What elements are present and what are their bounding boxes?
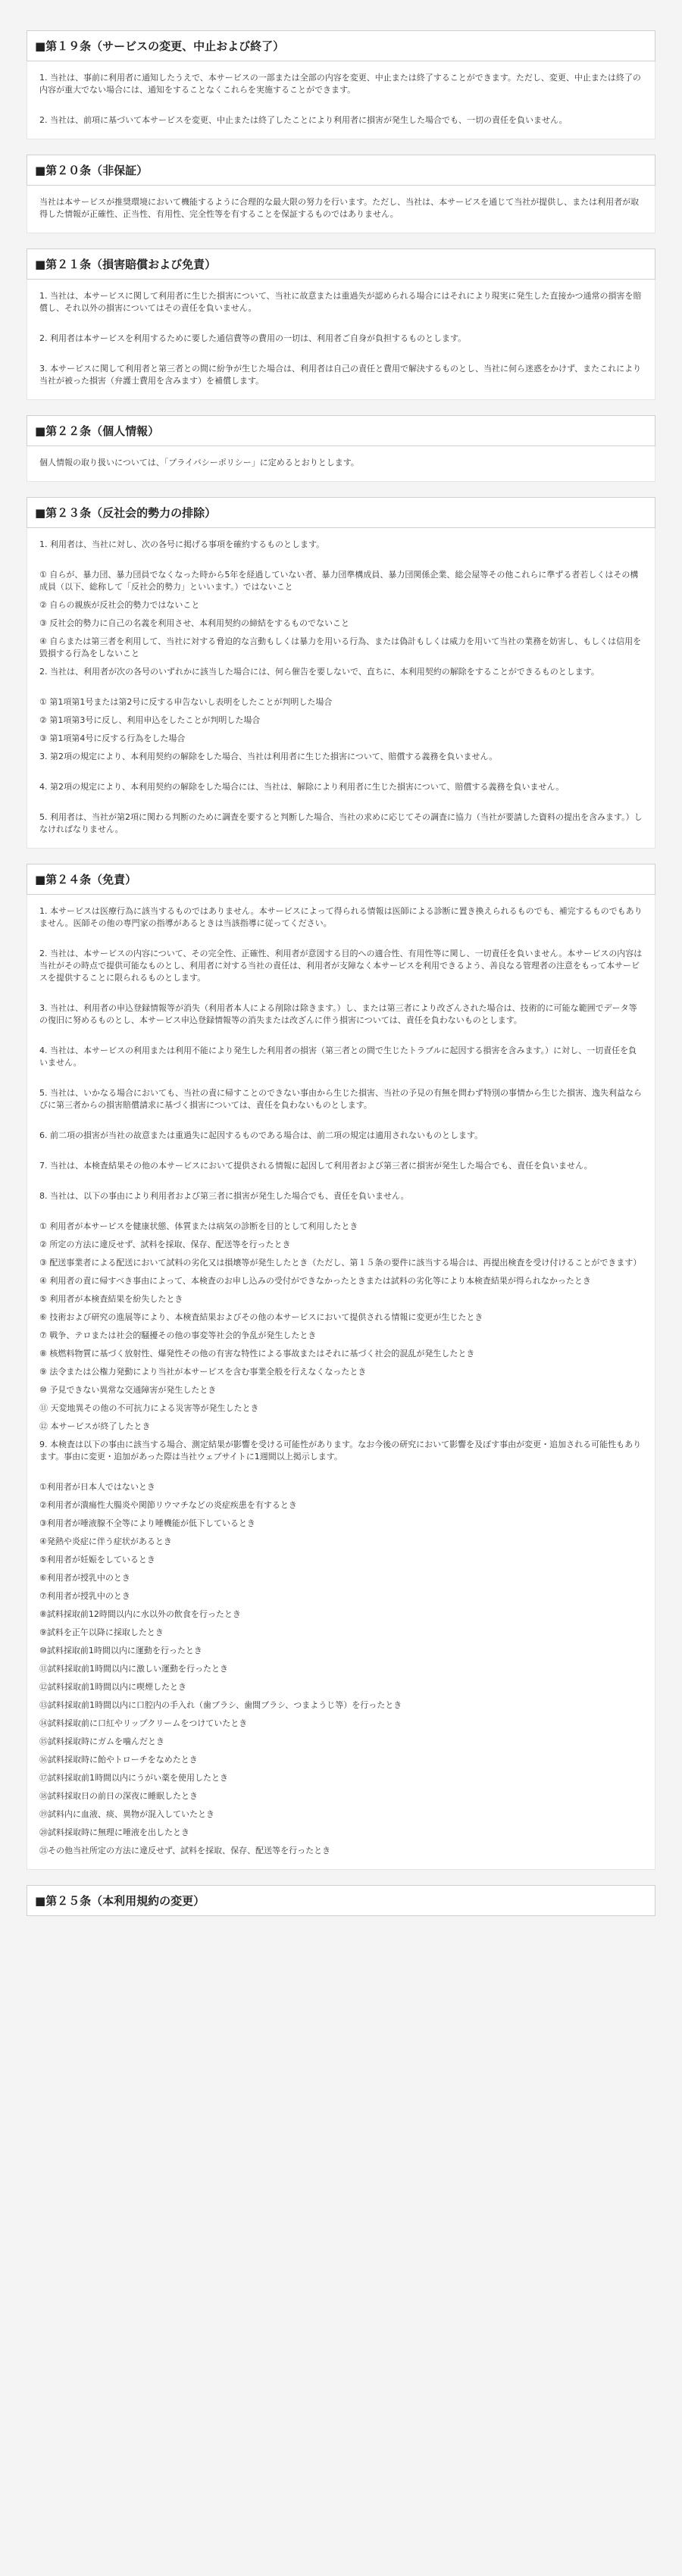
article-paragraph: ⑨ 法令または公権力発動により当社が本サービスを含む事業全般を行えなくなったとき <box>39 1367 367 1377</box>
article-paragraph: ②利用者が潰瘍性大腸炎や関節リウマチなどの炎症疾患を有するとき <box>39 1500 297 1510</box>
article-paragraph: ⑧ 核燃料物質に基づく放射性、爆発性その他の有害な特性による事故またはそれに基づく社会的混乱が発生したとき <box>39 1349 475 1358</box>
article-paragraph: 4. 当社は、本サービスの利用または利用不能により発生した利用者の損害（第三者との間で生じたトラブルに起因する損害を含みます。）に対し、一切責任を負いません。 <box>39 1046 637 1068</box>
article-paragraph: 3. 当社は、利用者の申込登録情報等が消失（利用者本人による削除は除きます。）し、または第三者により改ざんされた場合は、技術的に可能な範囲でデータ等の復旧に努めるものとし、本サービス申込登録情報等の消失または改ざんに伴う損害については、責任を負わないものとします。 <box>39 1003 637 1025</box>
article-body <box>27 895 655 1870</box>
article-body <box>27 186 655 233</box>
article-paragraph: ⑤ 利用者が本検査結果を紛失したとき <box>39 1294 183 1304</box>
article-section <box>27 1885 655 1916</box>
article-paragraph: ③利用者が唾液腺不全等により唾機能が低下しているとき <box>39 1518 255 1528</box>
article-paragraph: ⑦ 戦争、テロまたは社会的騒擾その他の事変等社会的争乱が発生したとき <box>39 1330 317 1340</box>
article-heading: ■第２１条（損害賠償および免責） <box>27 249 655 280</box>
article-body <box>27 528 655 849</box>
article-paragraph: ⑬試料採取前1時間以内に口腔内の手入れ（歯ブラシ、歯間ブラシ、つまようじ等）を行ったとき <box>39 1700 402 1710</box>
article-paragraph: ⑪ 天変地異その他の不可抗力による災害等が発生したとき <box>39 1403 259 1413</box>
article-paragraph: 5. 利用者は、当社が第2項に関わる判断のために調査を要すると判断した場合、当社の求めに応じてその調査に協力（当社が要請した資料の提出を含みます。）しなければなりません。 <box>39 812 643 834</box>
article-paragraph: ⑥ 技術および研究の進展等により、本検査結果およびその他の本サービスにおいて提供される情報に変更が生じたとき <box>39 1312 483 1322</box>
article-paragraph: 1. 当社は、事前に利用者に通知したうえで、本サービスの一部または全部の内容を変更、中止または終了することができます。ただし、変更、中止または終了の内容が重大でない場合には、通知をすることなくこれらを実施することができます。 <box>39 73 641 95</box>
article-paragraph: 7. 当社は、本検査結果その他の本サービスにおいて提供される情報に起因して利用者および第三者に損害が発生した場合でも、責任を負いません。 <box>39 1161 593 1171</box>
article-paragraph: ④ 自らまたは第三者を利用して、当社に対する脅迫的な言動もしくは暴力を用いる行為、または偽計もしくは威力を用いて当社の業務を妨害し、もしくは信用を毀損する行為をしないこと <box>39 636 642 658</box>
article-paragraph: 個人情報の取り扱いについては、「プライバシーポリシー」に定めるとおりとします。 <box>39 458 359 467</box>
article-section <box>27 30 655 139</box>
article-paragraph: ⑯試料採取時に飴やトローチをなめたとき <box>39 1755 198 1765</box>
article-paragraph: 1. 利用者は、当社に対し、次の各号に掲げる事項を確約するものとします。 <box>39 539 325 549</box>
article-heading: ■第２３条（反社会的勢力の排除） <box>27 497 655 528</box>
article-paragraph: ④発熱や炎症に伴う症状があるとき <box>39 1537 172 1546</box>
article-paragraph: ⑨試料を正午以降に採取したとき <box>39 1627 164 1637</box>
article-paragraph: ③ 配送事業者による配送において試料の劣化又は損壊等が発生したとき（ただし、第１５条の要件に該当する場合は、再提出検査を受け付けることができます） <box>39 1258 642 1268</box>
article-paragraph: 3. 本サービスに関して利用者と第三者との間に紛争が生じた場合は、利用者は自己の責任と費用で解決するものとし、当社に何ら迷惑をかけず、またこれにより当社が被った損害（弁護士費用を含みます）を補償します。 <box>39 364 642 386</box>
article-paragraph: 2. 当社は、本サービスの内容について、その完全性、正確性、利用者が意図する目的への適合性、有用性等に関し、一切責任を負いません。本サービスの内容は当社がその時点で提供可能なものとし、利用者に対する当社の責任は、利用者が支障なく本サービスを利用できるよう、善良なる管理者の注意をもって本サービスを提供することに限られるものとします。 <box>39 949 643 983</box>
article-paragraph: 2. 当社は、利用者が次の各号のいずれかに該当した場合には、何ら催告を要しないで、直ちに、本利用契約の解除をすることができるものとします。 <box>39 667 599 677</box>
article-heading: ■第２４条（免責） <box>27 864 655 895</box>
article-heading: ■第２２条（個人情報） <box>27 415 655 446</box>
article-paragraph: 8. 当社は、以下の事由により利用者および第三者に損害が発生した場合でも、責任を負いません。 <box>39 1191 409 1201</box>
article-paragraph: 5. 当社は、いかなる場合においても、当社の責に帰すことのできない事由から生じた損害、当社の予見の有無を問わず特別の事情から生じた損害、逸失利益ならびに第三者からの損害賠償請求に基づく損害については、責任を負わないものとします。 <box>39 1088 642 1110</box>
article-body <box>27 446 655 482</box>
article-paragraph: 2. 当社は、前項に基づいて本サービスを変更、中止または終了したことにより利用者に損害が発生した場合でも、一切の責任を負いません。 <box>39 115 568 125</box>
article-paragraph: ① 利用者が本サービスを健康状態、体質または病気の診断を目的として利用したとき <box>39 1221 358 1231</box>
article-heading: ■第２０条（非保証） <box>27 155 655 186</box>
article-paragraph: ④ 利用者の責に帰すべき事由によって、本検査のお申し込みの受付ができなかったときまたは試料の劣化等により本検査結果が得られなかったとき <box>39 1276 591 1286</box>
article-paragraph: ② 自らの親族が反社会的勢力ではないこと <box>39 600 200 610</box>
article-paragraph: ㉑その他当社所定の方法に違反せず、試料を採取、保存、配送等を行ったとき <box>39 1846 331 1855</box>
article-heading: ■第１９条（サービスの変更、中止および終了） <box>27 30 655 61</box>
article-paragraph: ⑱試料採取日の前日の深夜に睡眠したとき <box>39 1791 198 1801</box>
article-section <box>27 415 655 482</box>
article-paragraph: 3. 第2項の規定により、本利用契約の解除をした場合、当社は利用者に生じた損害について、賠償する義務を負いません。 <box>39 752 498 761</box>
article-paragraph: ⑩ 予見できない異常な交通障害が発生したとき <box>39 1385 217 1395</box>
article-paragraph: ⑥利用者が授乳中のとき <box>39 1573 130 1583</box>
article-section <box>27 249 655 400</box>
article-paragraph: 2. 利用者は本サービスを利用するために要した通信費等の費用の一切は、利用者ご自身が負担するものとします。 <box>39 333 467 343</box>
article-section <box>27 155 655 233</box>
article-paragraph: ⑪試料採取前1時間以内に激しい運動を行ったとき <box>39 1664 228 1674</box>
article-section <box>27 864 655 1870</box>
article-paragraph: ⑮試料採取時にガムを噛んだとき <box>39 1737 164 1746</box>
article-section <box>27 497 655 849</box>
article-paragraph: ① 自らが、暴力団、暴力団員でなくなった時から5年を経過していない者、暴力団準構成員、暴力団関係企業、総会屋等その他これらに準ずる者若しくはその構成員（以下、総称して「反社会的勢力」といいます。）ではないこと <box>39 570 639 592</box>
article-paragraph: ③ 反社会的勢力に自己の名義を利用させ、本利用契約の締結をするものでないこと <box>39 618 350 628</box>
article-paragraph: 9. 本検査は以下の事由に該当する場合、測定結果が影響を受ける可能性があります。なお今後の研究において影響を及ぼす事由が変更・追加される可能性もあります。事由に変更・追加があった際は当社ウェブサイトに1週間以上掲示します。 <box>39 1440 642 1462</box>
article-paragraph: ⑳試料採取時に無理に唾液を出したとき <box>39 1827 189 1837</box>
article-paragraph: ① 第1項第1号または第2号に反する申告ないし表明をしたことが判明した場合 <box>39 697 333 707</box>
article-paragraph: ② 所定の方法に違反せず、試料を採取、保存、配送等を行ったとき <box>39 1240 291 1249</box>
article-paragraph: 1. 本サービスは医療行為に該当するものではありません。本サービスによって得られる情報は医師による診断に置き換えられるものでも、補完するものでもありません。医師その他の専門家の指導があるときは当該指導に従ってください。 <box>39 906 643 928</box>
article-paragraph: ①利用者が日本人ではないとき <box>39 1482 155 1492</box>
article-paragraph: ⑭試料採取前に口紅やリップクリームをつけていたとき <box>39 1718 248 1728</box>
article-paragraph: ⑫ 本サービスが終了したとき <box>39 1421 151 1431</box>
article-paragraph: 4. 第2項の規定により、本利用契約の解除をした場合には、当社は、解除により利用者に生じた損害について、賠償する義務を負いません。 <box>39 782 565 792</box>
article-heading: ■第２５条（本利用規約の変更） <box>27 1885 655 1916</box>
article-paragraph: ② 第1項第3号に反し、利用申込をしたことが判明した場合 <box>39 715 261 725</box>
terms-document <box>27 0 655 1916</box>
article-paragraph: ⑦利用者が授乳中のとき <box>39 1591 130 1601</box>
article-paragraph: ⑤利用者が妊娠をしているとき <box>39 1555 155 1565</box>
article-paragraph: ③ 第1項第4号に反する行為をした場合 <box>39 733 186 743</box>
article-body <box>27 61 655 139</box>
article-paragraph: 6. 前二項の損害が当社の故意または重過失に起因するものである場合は、前二項の規定は適用されないものとします。 <box>39 1130 483 1140</box>
article-paragraph: ⑰試料採取前1時間以内にうがい薬を使用したとき <box>39 1773 228 1783</box>
article-paragraph: 1. 当社は、本サービスに関して利用者に生じた損害について、当社に故意または重過失が認められる場合にはそれにより現実に発生した直接かつ通常の損害を賠償し、それ以外の損害についてはその責任を負いません。 <box>39 291 642 313</box>
article-paragraph: ⑲試料内に血液、痰、異物が混入していたとき <box>39 1809 214 1819</box>
article-paragraph: ⑧試料採取前12時間以内に水以外の飲食を行ったとき <box>39 1609 241 1619</box>
article-body <box>27 280 655 400</box>
article-paragraph: 当社は本サービスが推奨環境において機能するように合理的な最大限の努力を行います。ただし、当社は、本サービスを通じて当社が提供し、または利用者が取得した情報が正確性、正当性、有用性、完全性等を有することを保証するものではありません。 <box>39 197 640 219</box>
article-paragraph: ⑩試料採取前1時間以内に運動を行ったとき <box>39 1646 202 1655</box>
article-paragraph: ⑫試料採取前1時間以内に喫煙したとき <box>39 1682 186 1692</box>
